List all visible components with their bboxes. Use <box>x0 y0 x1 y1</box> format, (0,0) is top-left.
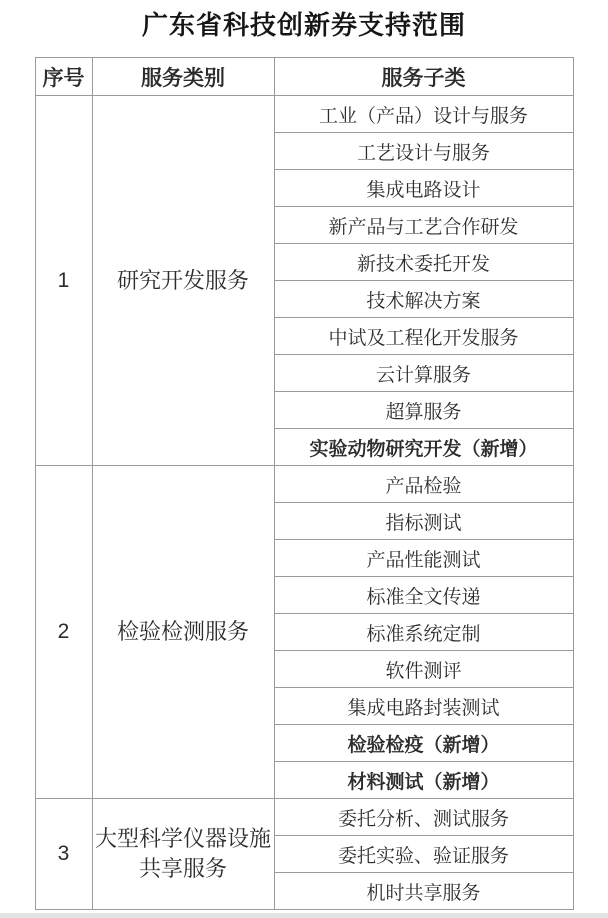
table-body <box>35 96 573 910</box>
service-item: 云计算服务 <box>274 355 573 392</box>
section-number: 2 <box>35 466 92 799</box>
service-item: 软件测评 <box>274 651 573 688</box>
table-row <box>35 799 573 836</box>
service-item: 检验检疫（新增） <box>274 725 573 762</box>
service-item: 工业（产品）设计与服务 <box>274 96 573 133</box>
service-item: 委托实验、验证服务 <box>274 836 573 873</box>
section-number: 1 <box>35 96 92 466</box>
page-title: 广东省科技创新券支持范围 <box>141 10 466 40</box>
service-item: 机时共享服务 <box>274 873 573 910</box>
service-item: 标准系统定制 <box>274 614 573 651</box>
service-item: 标准全文传递 <box>274 577 573 614</box>
service-item: 产品性能测试 <box>274 540 573 577</box>
photo-edge-strip <box>0 913 608 918</box>
table-header-row <box>35 58 573 96</box>
service-item: 材料测试（新增） <box>274 762 573 799</box>
service-item: 产品检验 <box>274 466 573 503</box>
service-item: 技术解决方案 <box>274 281 573 318</box>
section-category: 检验检测服务 <box>92 466 274 799</box>
service-item: 指标测试 <box>274 503 573 540</box>
support-scope-table <box>35 57 574 910</box>
section-category: 大型科学仪器设施共享服务 <box>92 799 274 910</box>
service-item: 超算服务 <box>274 392 573 429</box>
section-category: 研究开发服务 <box>92 96 274 466</box>
service-item: 集成电路封装测试 <box>274 688 573 725</box>
service-item: 新产品与工艺合作研发 <box>274 207 573 244</box>
table-row <box>35 96 573 133</box>
col-header-no: 序号 <box>35 58 92 96</box>
col-header-subcategory: 服务子类 <box>274 58 573 96</box>
table-row <box>35 466 573 503</box>
service-item: 集成电路设计 <box>274 170 573 207</box>
service-item: 实验动物研究开发（新增） <box>274 429 573 466</box>
service-item: 新技术委托开发 <box>274 244 573 281</box>
service-item: 委托分析、测试服务 <box>274 799 573 836</box>
section-number: 3 <box>35 799 92 910</box>
service-item: 中试及工程化开发服务 <box>274 318 573 355</box>
service-item: 工艺设计与服务 <box>274 133 573 170</box>
col-header-category: 服务类别 <box>92 58 274 96</box>
